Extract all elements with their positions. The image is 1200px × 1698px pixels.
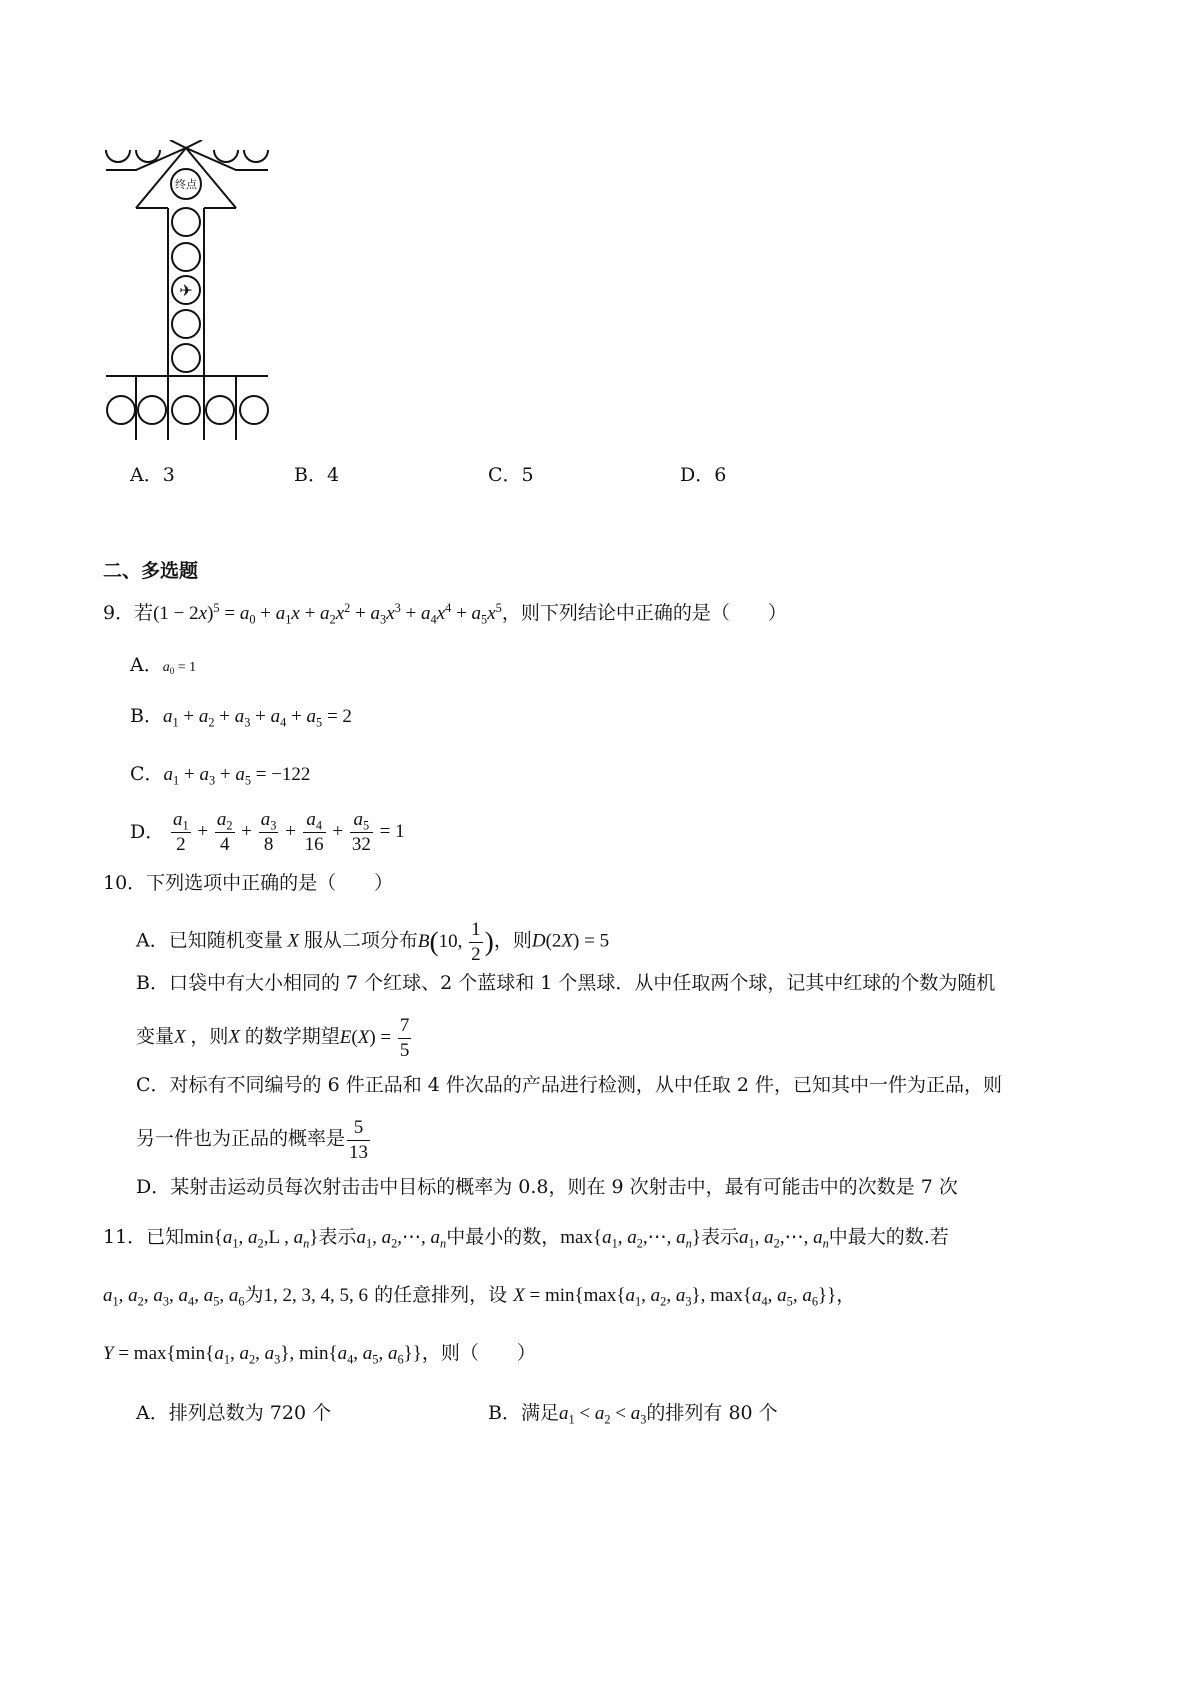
q11-option-b: B．满足$a_1 < a_2 < a_3$的排列有 80 个 (488, 1402, 778, 1427)
q9-option-d: D． $\frac{a_1}{2}$ + $\frac{a_2}{4}$ + $\frac{a_3}{8}$ + $\frac{a_4}{16}$ + $\frac{a_5}{32}$ = 1 (130, 809, 405, 855)
q10-option-d: D．某射击运动员每次射击击中目标的概率为 0.8，则在 9 次射击中，最有可能击中的次数是 7 次 (136, 1176, 958, 1198)
q10-option-c-line2: 另一件也为正品的概率是 $\frac{5}{13}$ (136, 1117, 369, 1163)
q11-stem-line2: $a_1$, $a_2$, $a_3$, $a_4$, $a_5$, $a_6$为1, 2, 3, 4, 5, 6 的任意排列，设 $X = \min\{\max\{a_1$, $a_2$, $a_3$}, $\max\{a_4$, $a_5$, $a_6$}}， (103, 1284, 856, 1309)
q10-option-c-line1: C．对标有不同编号的 6 件正品和 4 件次品的产品进行检测，从中任取 2 件，已知其中一件为正品，则 (136, 1074, 1003, 1096)
q8-option-b: B．4 (294, 464, 340, 486)
plane-icon: ✈ (179, 281, 193, 300)
section-title: 二、多选题 (103, 560, 199, 582)
q9-option-b: B．$a_1 + a_2 + a_3 + a_4 + a_5 = 2$ (130, 705, 352, 730)
q11-stem-line1: 11．已知$\min\{a_1$, $a_2,L$ , $a_n$}表示$a_1$, $a_2,\cdots$, $a_n$中最小的数，$\max\{a_1$, $a_2,\cdots$, $a_n$}表示$a_1$, $a_2,\cdots$, $a_n$中最大的数.若 (103, 1226, 949, 1251)
q8-option-d: D．6 (680, 464, 727, 486)
q8-option-a: A．3 (130, 464, 175, 486)
q8-option-c: C．5 (488, 464, 534, 486)
q9-option-a: A．$a_0 = 1$ (130, 654, 197, 677)
q10-stem: 10．下列选项中正确的是（ ） (103, 872, 394, 894)
endpoint-label: 终点 (175, 178, 197, 191)
q9-expansion: $(1 - 2x)^5 = a_0 + a_1x + a_2x^2 + a_3x^3 + a_4x^4 + a_5x^5$ (153, 601, 502, 627)
q9-stem: 9．若$(1 - 2x)^5 = a_0 + a_1x + a_2x^2 + a_3x^3 + a_4x^4 + a_5x^5$，则下列结论中正确的是（ ） (103, 601, 787, 627)
q10-option-b-line1: B．口袋中有大小相同的 7 个红球、2 个蓝球和 1 个黑球．从中任取两个球，记其中红球的个数为随机 (136, 972, 996, 994)
q10-option-b-line2: 变量X ，则X 的数学期望E(X) = $\frac{7}{5}$ (136, 1015, 410, 1061)
q9-option-c: C．$a_1 + a_3 + a_5 = -122$ (130, 763, 311, 788)
q11-stem-line3: $Y = \max\{\min\{a_1$, $a_2$, $a_3$}, $\min\{a_4$, $a_5$, $a_6$}}，则（ ） (103, 1342, 536, 1367)
q10-option-a: A．已知随机变量 X 服从二项分布B(10, $\frac{1}{2}$ )，则D(2X) = 5 (136, 919, 610, 965)
game-board-figure (96, 140, 296, 450)
q11-option-a: A．排列总数为 720 个 (136, 1402, 332, 1424)
